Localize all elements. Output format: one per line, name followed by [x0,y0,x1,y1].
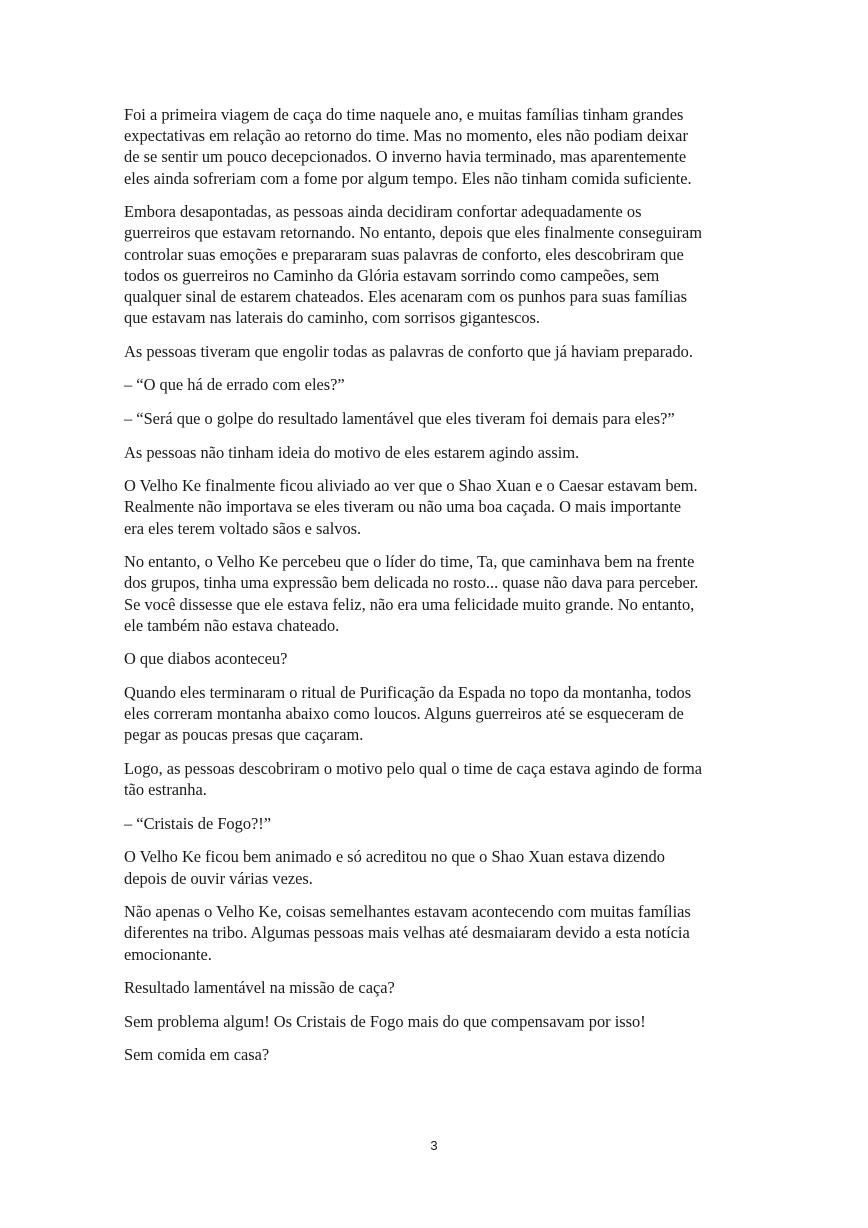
paragraph [124,682,748,746]
text-line: O que diabos aconteceu? [124,649,288,669]
text-line: Embora desapontadas, as pessoas ainda decidiram confortar adequadamente os [124,202,642,222]
text-line: expectativas em relação ao retorno do time. Mas no momento, eles não podiam deixar [124,126,688,146]
paragraph [124,846,748,888]
text-line: – “O que há de errado com eles?” [124,375,345,395]
text-line: Não apenas o Velho Ke, coisas semelhantes estavam acontecendo com muitas famílias [124,902,691,922]
paragraph [124,374,748,395]
paragraph [124,551,748,636]
text-line: tão estranha. [124,780,207,800]
paragraph [124,408,748,429]
text-line: era eles terem voltado sãos e salvos. [124,518,362,538]
text-line: Quando eles terminaram o ritual de Purificação da Espada no topo da montanha, todos [124,682,692,702]
text-line: – “Será que o golpe do resultado lamentável que eles tiveram foi demais para eles?” [124,409,675,428]
text-line: Realmente não importava se eles tiveram ou não uma boa caçada. O mais importante [124,497,682,517]
page-number: 3 [430,1138,438,1153]
text-line: No entanto, o Velho Ke percebeu que o líder do time, Ta, que caminhava bem na frente [124,552,695,572]
text-line: eles correram montanha abaixo como loucos. Alguns guerreiros até se esqueceram de [124,704,684,724]
paragraph [124,648,748,669]
paragraph [124,977,748,998]
text-line: Logo, as pessoas descobriram o motivo pelo qual o time de caça estava agindo de forma [124,758,703,778]
text-line: eles ainda sofreriam com a fome por algum tempo. Eles não tinham comida suficiente. [124,168,692,188]
text-line: guerreiros que estavam retornando. No entanto, depois que eles finalmente conseguiram [124,223,703,243]
paragraph [124,813,748,834]
text-line: emocionante. [124,944,212,964]
paragraph [124,1044,748,1065]
text-line: controlar suas emoções e prepararam suas palavras de conforto, eles descobriram que [124,244,684,264]
text-line: depois de ouvir várias vezes. [124,868,313,888]
text-line: pegar as poucas presas que caçaram. [124,725,364,745]
text-line: que estavam nas laterais do caminho, com sorrisos gigantescos. [124,308,541,328]
paragraph [124,442,748,463]
paragraph [124,475,748,539]
text-line: Resultado lamentável na missão de caça? [124,978,395,998]
text-line: As pessoas não tinham ideia do motivo de eles estarem agindo assim. [124,442,580,462]
paragraph [124,201,748,328]
text-line: Se você dissesse que ele estava feliz, não era uma felicidade muito grande. No entanto, [124,594,695,614]
document-body [124,104,748,1078]
paragraph [124,901,748,965]
text-line: todos os guerreiros no Caminho da Glória estavam sorrindo como campeões, sem [124,265,660,285]
text-line: – “Cristais de Fogo?!” [124,813,272,833]
text-line: ele também não estava chateado. [124,615,340,635]
paragraph [124,104,748,189]
text-line: dos grupos, tinha uma expressão bem delicada no rosto... quase não dava para perceber. [124,573,699,593]
text-line: de se sentir um pouco decepcionados. O inverno havia terminado, mas aparentemente [124,147,687,167]
text-line: O Velho Ke finalmente ficou aliviado ao ver que o Shao Xuan e o Caesar estavam bem. [124,476,698,496]
text-line: As pessoas tiveram que engolir todas as palavras de conforto que já haviam preparado. [124,341,693,361]
paragraph [124,758,748,800]
text-line: Sem problema algum! Os Cristais de Fogo mais do que compensavam por isso! [124,1011,646,1031]
text-line: qualquer sinal de estarem chateados. Eles acenaram com os punhos para suas famílias [124,287,687,307]
text-line: O Velho Ke ficou bem animado e só acreditou no que o Shao Xuan estava dizendo [124,847,665,867]
text-line: diferentes na tribo. Algumas pessoas mais velhas até desmaiaram devido a esta notícia [124,923,690,943]
paragraph [124,1011,748,1032]
paragraph [124,341,748,362]
text-line: Sem comida em casa? [124,1045,270,1065]
text-line: Foi a primeira viagem de caça do time naquele ano, e muitas famílias tinham grandes [124,105,684,124]
